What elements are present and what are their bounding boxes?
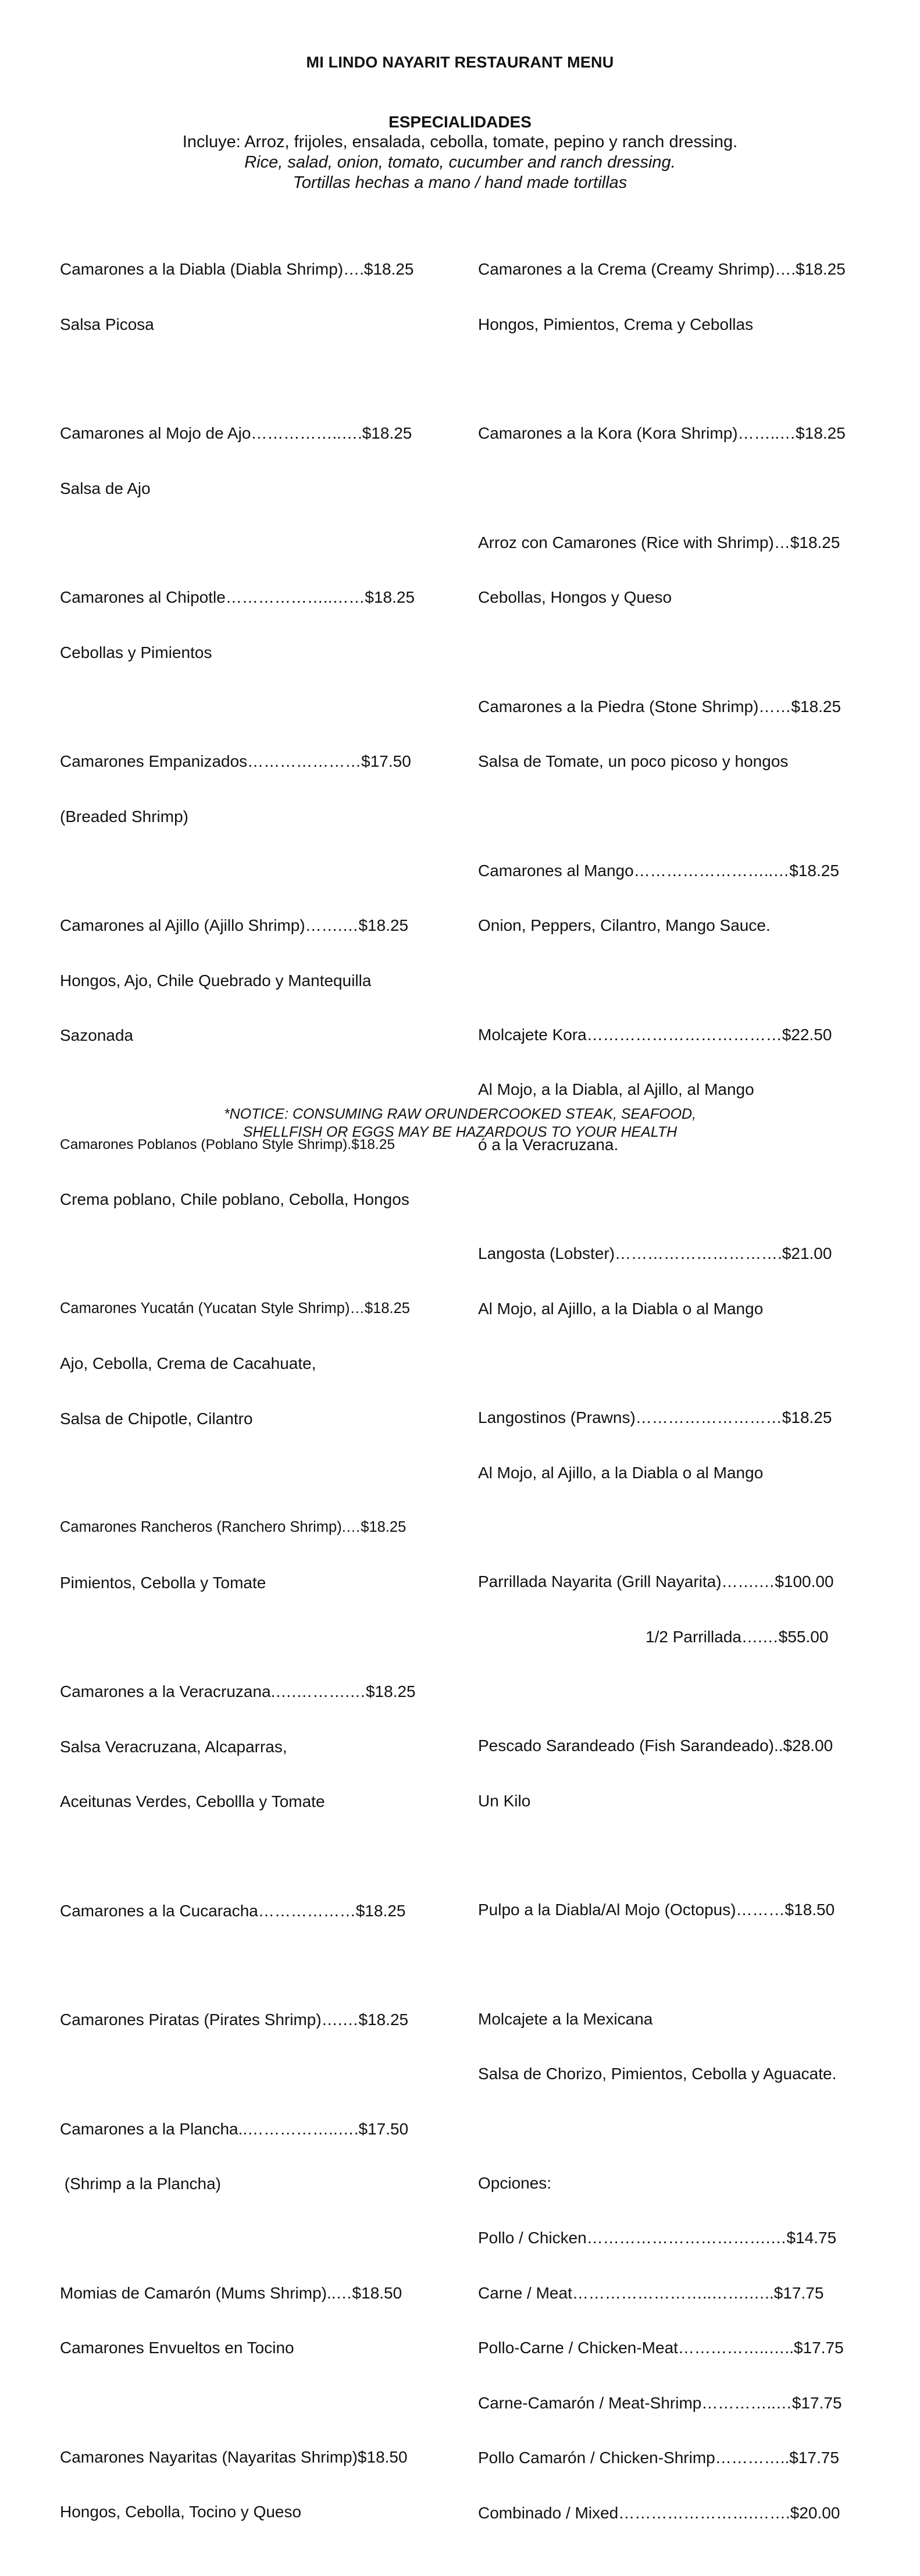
menu-item-name-price: Molcajete Kora………………………………$22.50 (478, 1025, 832, 1044)
menu-item (60, 1974, 432, 2066)
tortillas-line: Tortillas hechas a mano / hand made tortillas (293, 173, 627, 192)
menu-title: MI LINDO NAYARIT RESTAURANT MENU (306, 54, 614, 71)
menu-item-name-price: Camarones Yucatán (Yucatan Style Shrimp)…$18.25 (60, 1300, 410, 1317)
menu-item-name-price: Parrillada Nayarita (Grill Nayarita)…….…$100.00 (478, 1572, 834, 1591)
menu-item (60, 880, 432, 1081)
menu-item (60, 1482, 432, 1628)
menu-item (478, 1536, 873, 1682)
menu-item-name-price: Camarones Poblanos (Poblano Style Shrimp).$18.25 (60, 1136, 395, 1152)
menu-item-name-price: Camarones Nayaritas (Nayaritas Shrimp)$18.50 (60, 2447, 408, 2466)
menu-item-description: Cebollas, Hongos y Queso (478, 588, 672, 606)
option-line: Pollo Camarón / Chicken-Shrimp…………..$17.75 (478, 2449, 839, 2467)
menu-item-name-price: Camarones a la Cucaracha………………$18.25 (60, 1901, 406, 1920)
health-notice-line: SHELLFISH OR EGGS MAY BE HAZARDOUS TO YOUR HEALTH (243, 1124, 677, 1140)
menu-item-description: Hongos, Ajo, Chile Quebrado y Mantequilla (60, 971, 372, 990)
menu-item-description: Un Kilo (478, 1791, 531, 1810)
health-notice-line: *NOTICE: CONSUMING RAW ORUNDERCOOKED STEAK, SEAFOOD, (223, 1106, 697, 1122)
menu-item-name-price: Camarones Piratas (Pirates Shrimp)….…$18.25 (60, 2011, 409, 2029)
menu-item (478, 497, 873, 643)
menu-item-name-price: Camarones a la Crema (Creamy Shrimp)….$18.25 (478, 260, 846, 278)
menu-item-name-price: Camarones a la Diabla (Diabla Shrimp)….$18.25 (60, 260, 414, 278)
menu-item-name-price: Camarones a la Plancha..……………..….$17.50 (60, 2119, 409, 2138)
menu-item-description: Al Mojo, a la Diabla, al Ajillo, al Mango (478, 1080, 754, 1098)
menu-item (60, 716, 432, 862)
menu-item-description: Salsa de Tomate, un poco picoso y hongos (478, 752, 789, 770)
includes-line: Incluye: Arroz, frijoles, ensalada, cebolla, tomate, pepino y ranch dressing. (182, 133, 738, 151)
menu-item-name-price: Camarones Empanizados…………………$17.50 (60, 752, 411, 770)
menu-item-name-price: Camarones al Ajillo (Ajillo Shrimp)…….…$18.25 (60, 916, 409, 934)
specials-header (0, 112, 920, 193)
menu-item (478, 661, 873, 807)
menu-item-name-price: Langostinos (Prawns)………………………$18.25 (478, 1408, 832, 1426)
menu-item-description: Hongos, Pimientos, Crema y Cebollas (478, 315, 754, 333)
right-menu-column (478, 223, 873, 2576)
menu-item (60, 387, 432, 534)
menu-item (478, 1700, 873, 1846)
menu-item-description: Al Mojo, al Ajillo, a la Diabla o al Mango (478, 1299, 764, 1318)
menu-item-description: (Breaded Shrimp) (60, 807, 188, 826)
left-menu-column (60, 223, 432, 2575)
menu-item (478, 1864, 873, 1956)
menu-item (60, 2083, 432, 2230)
menu-item-name-price: Camarones a la Piedra (Stone Shrimp)……$18.25 (478, 697, 841, 716)
menu-item-description: Cebollas y Pimientos (60, 643, 212, 661)
menu-item-description: Hongos, Cebolla, Tocino y Queso (60, 2503, 302, 2521)
menu-item-description: Pimientos, Cebolla y Tomate (60, 1573, 266, 1592)
menu-item-description: (Shrimp a la Plancha) (60, 2175, 222, 2193)
option-line: Combinado / Mixed…………………….…….$20.00 (478, 2503, 840, 2522)
menu-item (478, 1372, 873, 1518)
menu-item-description: Salsa Picosa (60, 315, 154, 333)
menu-item-description: Ajo, Cebolla, Crema de Cacahuate, (60, 1354, 316, 1372)
menu-item-name-price: Camarones al Mojo de Ajo……………..….$18.25 (60, 424, 412, 442)
option-line: Pollo / Chicken…………………………….…$14.75 (478, 2229, 837, 2247)
menu-item-name-price: Arroz con Camarones (Rice with Shrimp)…$18.25 (478, 533, 840, 552)
menu-item-name-price: Momias de Camarón (Mums Shrimp)..…$18.50 (60, 2283, 402, 2302)
menu-item (60, 1865, 432, 1957)
menu-item (60, 223, 432, 370)
menu-item-description: Salsa Veracruzana, Alcaparras, (60, 1737, 287, 1756)
menu-item-half-portion: 1/2 Parrillada….…$55.00 (646, 1627, 829, 1646)
option-line: Carne / Meat……………………..…….…..$17.75 (478, 2283, 824, 2302)
options-title: Opciones: (478, 2173, 552, 2192)
menu-item-name-price: Camarones al Chipotle………………..……$18.25 (60, 588, 415, 606)
menu-item-description: Crema poblano, Chile poblano, Cebolla, Hongos (60, 1190, 409, 1208)
menu-item-name-price: Pescado Sarandeado (Fish Sarandeado)..$28.00 (478, 1737, 833, 1755)
menu-item (478, 825, 873, 972)
menu-item (478, 989, 873, 1191)
menu-item (60, 2247, 432, 2394)
menu-item-description-cont: Salsa de Chipotle, Cilantro (60, 1409, 253, 1428)
menu-item-description: Salsa de Chorizo, Pimientos, Cebolla y Aguacate. (478, 2065, 837, 2083)
menu-item-name-price: Camarones Rancheros (Ranchero Shrimp).…$18.25 (60, 1519, 406, 1535)
specials-title: ESPECIALIDADES (388, 113, 532, 131)
option-line: Carne-Camarón / Meat-Shrimp…………..…$17.75 (478, 2393, 842, 2412)
option-line: Pollo-Carne / Chicken-Meat……………..…..$17.75 (478, 2339, 844, 2357)
includes-english-line: Rice, salad, onion, tomato, cucumber and ranch dressing. (244, 153, 676, 172)
menu-item-description-cont: Sazonada (60, 1026, 134, 1044)
menu-item-name-price: Langosta (Lobster)………………………….$21.00 (478, 1244, 832, 1262)
menu-item-name-price: Camarones a la Kora (Kora Shrimp)……..…$18.25 (478, 424, 846, 442)
menu-item-name-price: Camarones a la Veracruzana.….……….…$18.25 (60, 1682, 416, 1700)
menu-item (478, 387, 873, 479)
menu-item-description-cont: ó a la Veracruzana. (478, 1135, 619, 1154)
menu-item (60, 552, 432, 698)
menu-item (60, 1263, 432, 1465)
options-block (478, 2137, 873, 2559)
menu-item-description: Onion, Peppers, Cilantro, Mango Sauce. (478, 916, 771, 934)
menu-item (60, 1646, 432, 1848)
menu-item-name-price: Camarones al Mango……………………..…$18.25 (478, 861, 839, 880)
menu-item (478, 1973, 873, 2120)
menu-item-name-price: Pulpo a la Diabla/Al Mojo (Octopus)………$18.50 (478, 1901, 835, 1919)
menu-item (478, 1208, 873, 1354)
menu-item (478, 223, 873, 370)
menu-item-description-cont: Aceitunas Verdes, Cebollla y Tomate (60, 1792, 325, 1810)
menu-item-name-price: Molcajete a la Mexicana (478, 2009, 653, 2028)
health-notice (0, 1105, 920, 1141)
menu-item-description: Camarones Envueltos en Tocino (60, 2339, 294, 2357)
menu-item-description: Al Mojo, al Ajillo, a la Diabla o al Mango (478, 1463, 764, 1482)
menu-item (60, 2411, 432, 2558)
menu-item-description: Salsa de Ajo (60, 479, 151, 497)
